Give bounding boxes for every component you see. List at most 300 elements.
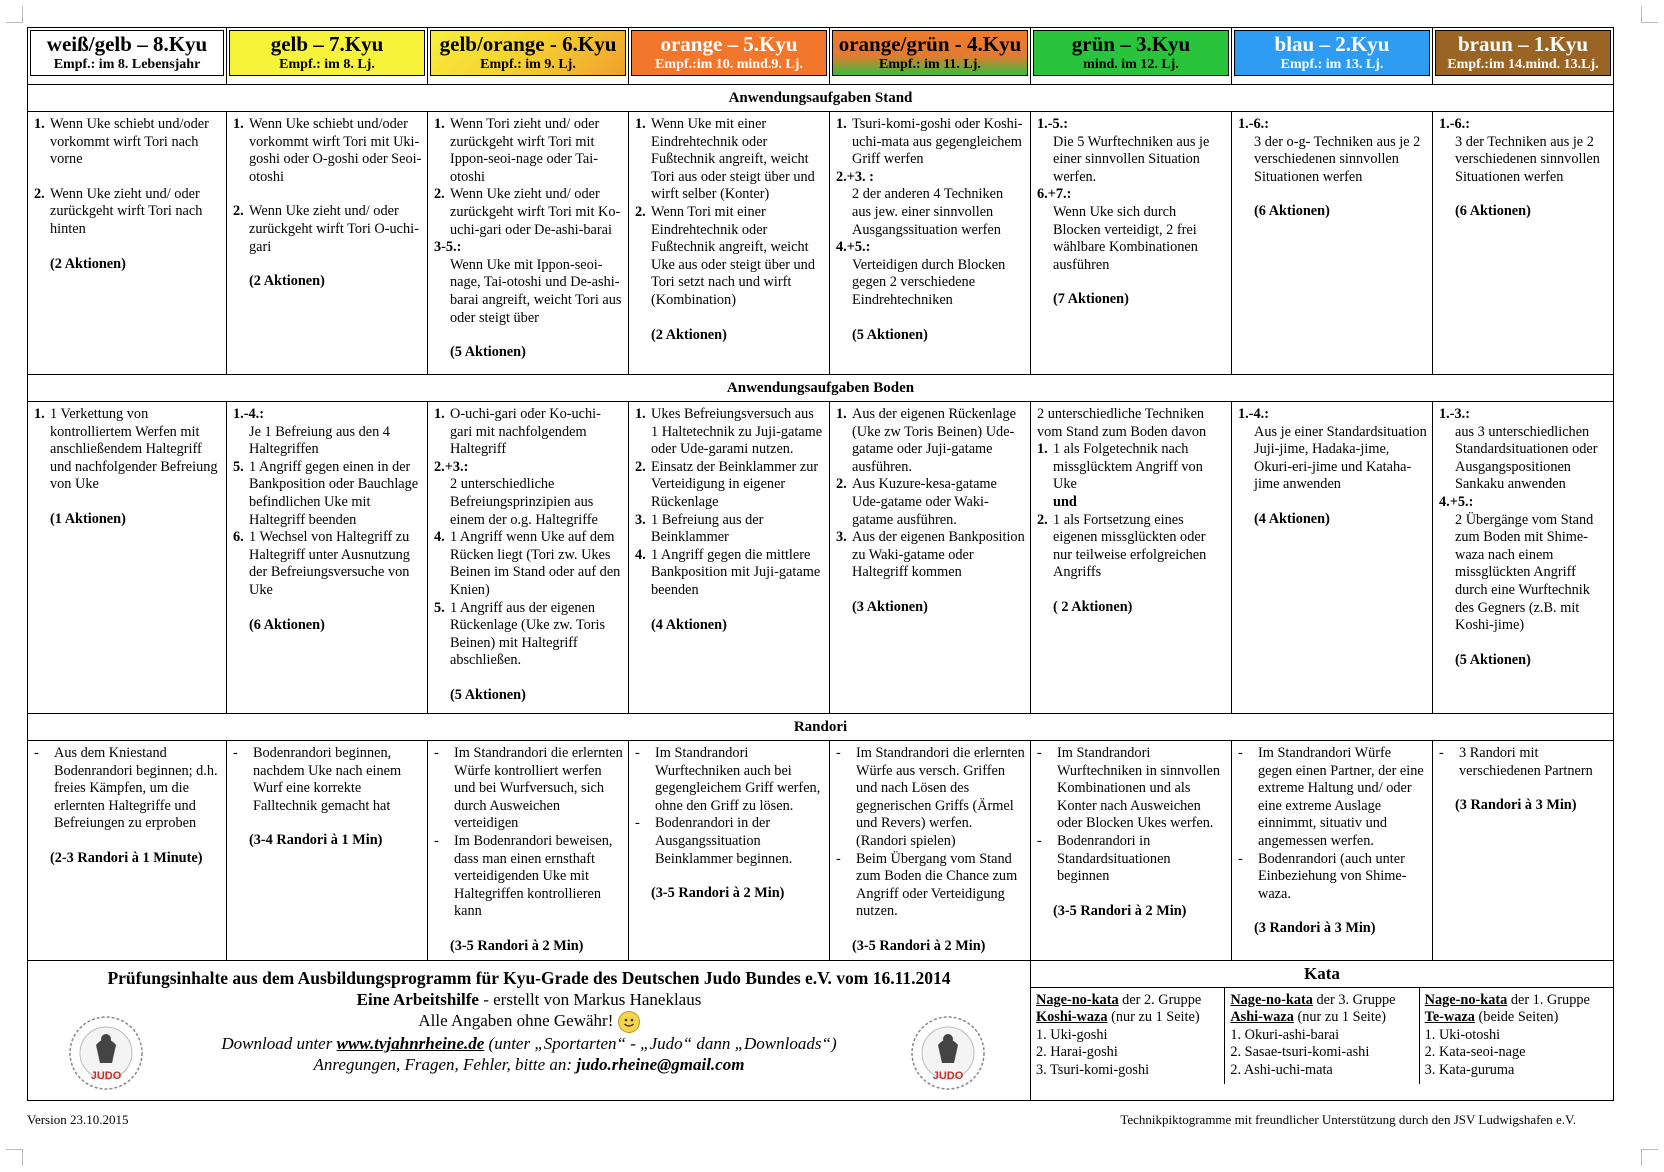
boden-item-text: Einsatz der Beinklammer zur Verteidigung in eigener Rückenlage (651, 458, 819, 510)
boden-item (1037, 441, 1226, 494)
stand-item-text: Wenn Uke zieht und/ oder zurückgeht wirft Tori nach hinten (50, 185, 203, 237)
kata-waza-name: Te-waza (1424, 1009, 1475, 1026)
spacer (635, 600, 824, 617)
grade-recommendation: Empf.:im 10. mind.9. Lj. (655, 57, 803, 72)
boden-cell (1031, 402, 1232, 714)
stand-item-number: 4.+5.: (836, 239, 871, 256)
email-link[interactable]: judo.rheine@gmail.com (576, 1054, 745, 1074)
randori-item-text: Im Standrandori Wurftechniken in sinnvollen Kombinationen und als Konter nach Ausweichen oder Blocken Ukes werfen. (1057, 745, 1221, 832)
boden-item-text: Aus der eigenen Bankposition zu Waki-gatame oder Haltegriff kommen (852, 529, 1025, 581)
stand-item-text: Wenn Uke schiebt und/oder vorkommt wirft Tori mit Uki-goshi oder O-goshi oder Seoi-otoshi (249, 116, 422, 185)
boden-item-number: 1. (836, 406, 847, 422)
kata-waza-name: Koshi-waza (1036, 1009, 1108, 1026)
boden-cell (428, 402, 629, 714)
section-row-randori (28, 714, 1614, 741)
boden-item-number: 3. (836, 529, 847, 546)
boden-item-text: Aus der eigenen Rückenlage (Uke zw Toris Beinen) Ude-gatame oder Juji-gatame ausführen. (852, 406, 1016, 475)
boden-item-text: 1 Angriff gegen einen in der Bankposition oder Bauchlage befindlichen Uke mit Haltegriff beenden (249, 458, 419, 528)
boden-item (34, 406, 221, 494)
stand-item-text: 3 der o-g- Techniken aus je 2 verschiedenen sinnvollen Situationen werfen (1254, 133, 1421, 185)
judo-logo-right (910, 1015, 986, 1091)
stand-cell (830, 112, 1031, 375)
stand-item (233, 203, 422, 256)
randori-item-text: Bodenrandori (auch unter Einbeziehung von Shime-waza. (1258, 850, 1407, 902)
randori-item-text: 3 Randori mit verschiedenen Partnern (1459, 745, 1593, 779)
stand-item-number: 1.-6.: (1238, 116, 1269, 132)
stand-item-text: Wenn Uke mit einer Eindrehtechnik oder Fußtechnik angreift, weicht Tori aus oder steigt über und wirft selber (Konter) (651, 116, 815, 203)
boden-summary: (6 Aktionen) (249, 616, 325, 633)
boden-item (635, 512, 824, 547)
randori-cell (1031, 741, 1232, 961)
grade-header-cell (1031, 28, 1232, 85)
grade-header-cell (1433, 28, 1614, 85)
randori-item (434, 833, 623, 921)
kata-column (1031, 988, 1225, 1084)
kata-waza-name: Ashi-waza (1230, 1009, 1294, 1026)
grade-name: gelb – 7.Kyu (270, 32, 384, 56)
boden-item-number (1037, 494, 1053, 512)
spacer (233, 815, 422, 832)
spacer (635, 868, 824, 885)
boden-item-text: 1 Befreiung aus der Beinklammer (651, 511, 764, 546)
kata-technique: 3. Tsuri-komi-goshi (1036, 1061, 1150, 1078)
boden-item (1037, 512, 1226, 582)
stand-row (28, 112, 1614, 375)
stand-item-text: Wenn Uke mit Ippon-seoi-nage, Tai-otoshi und De-ashi-barai angreift, weicht Tori aus oder steigt über (450, 256, 622, 326)
footer-line3 (36, 1010, 1022, 1033)
spacer (434, 327, 623, 344)
stand-item (34, 186, 221, 239)
grade-badge (832, 30, 1028, 76)
randori-item (635, 815, 824, 868)
spacer (1037, 582, 1226, 599)
footer-info (28, 960, 1031, 1100)
kyu-table (27, 27, 1614, 1101)
judo-logo-left (68, 1015, 144, 1091)
boden-item-text: Je 1 Befreiung aus den 4 Haltegriffen (249, 423, 390, 458)
randori-item (1238, 851, 1427, 904)
kata-waza-note: (nur zu 1 Seite) (1293, 1009, 1386, 1026)
stand-cell (1433, 112, 1614, 375)
grade-name: weiß/gelb – 8.Kyu (46, 32, 208, 56)
boden-item-text: 2 unterschiedliche Befreiungsprinzipien aus einem der o.g. Haltegriffe (450, 476, 598, 528)
boden-item-number: 2.+3.: (434, 458, 469, 475)
grade-recommendation: Empf.: im 11. Lj. (879, 57, 981, 72)
kata-name: Nage-no-kata (1230, 991, 1313, 1008)
randori-summary: (3-4 Randori à 1 Min) (249, 832, 383, 849)
stand-cell (227, 112, 428, 375)
dash-bullet: - (434, 832, 439, 849)
stand-item-number: 2. (233, 203, 244, 220)
spacer (434, 670, 623, 687)
kata-group-label: der 1. Gruppe (1507, 991, 1590, 1008)
randori-summary: (3 Randori à 3 Min) (1254, 920, 1376, 937)
stand-summary: (2 Aktionen) (651, 326, 727, 343)
kata-name: Nage-no-kata (1424, 991, 1508, 1008)
dash-bullet: - (1037, 832, 1042, 849)
spacer (34, 169, 221, 186)
boden-item (434, 406, 623, 459)
boden-item (434, 529, 623, 599)
spacer (1238, 494, 1427, 511)
randori-summary: (3-5 Randori à 2 Min) (852, 937, 986, 954)
kata-waza-note: (nur zu 1 Seite) (1107, 1009, 1200, 1026)
boden-item (836, 476, 1025, 529)
grade-name: orange – 5.Kyu (660, 32, 798, 56)
footer-download-path: (unter „Sportarten“ - „Judo“ dann „Downloads“) (484, 1033, 837, 1053)
stand-item (836, 116, 1025, 169)
stand-summary: (6 Aktionen) (1455, 203, 1531, 220)
stand-item-text: Tsuri-komi-goshi oder Koshi-uchi-mata aus gegengleichem Griff werfen (852, 116, 1023, 168)
randori-item-text: Im Standrandori Würfe gegen einen Partner, der eine extreme Haltung und/ oder eine extreme Auslage einnimmt, situativ und angemessen werfen. (1258, 745, 1424, 849)
boden-row (28, 402, 1614, 714)
boden-summary: (5 Aktionen) (450, 686, 526, 703)
kata-waza (1036, 1009, 1219, 1027)
boden-summary: (4 Aktionen) (651, 616, 727, 633)
spacer (1439, 780, 1608, 797)
randori-item (1037, 833, 1226, 886)
boden-item (1037, 494, 1226, 512)
boden-item (233, 459, 422, 529)
randori-item (1037, 745, 1226, 833)
stand-summary: (6 Aktionen) (1254, 203, 1330, 220)
spacer (233, 600, 422, 617)
randori-item (233, 745, 422, 815)
footer-arbeitshilfe: Eine Arbeitshilfe (356, 989, 479, 1009)
kata-group-label: der 3. Gruppe (1312, 991, 1396, 1008)
spacer (836, 310, 1025, 327)
stand-item-text: Wenn Tori mit einer Eindrehtechnik oder Fußtechnik angreift, weicht Uke aus oder steigt über und Tori setzt nach und wirft (Kombination) (651, 203, 815, 308)
stand-item (434, 116, 623, 186)
boden-item-number: 2. (836, 476, 847, 493)
grade-recommendation: Empf.: im 9. Lj. (480, 57, 576, 72)
stand-item-number: 3-5.: (434, 239, 462, 256)
grade-header-cell (830, 28, 1031, 85)
boden-item-text: Aus Kuzure-kesa-gatame Ude-gatame oder Waki-gatame ausführen. (852, 476, 997, 528)
randori-row (28, 741, 1614, 961)
credit-label: Technikpiktogramme mit freundlicher Unterstützung durch den JSV Ludwigshafen e.V. (1120, 1112, 1576, 1127)
boden-item-text: aus 3 unterschiedlichen Standardsituationen oder Ausgangspositionen Sankaku anwenden (1455, 423, 1598, 493)
stand-item (233, 116, 422, 186)
dash-bullet: - (635, 815, 640, 832)
boden-item-number: 1. (34, 406, 45, 422)
stand-item-number: 1. (635, 116, 646, 132)
stand-summary: (5 Aktionen) (450, 344, 526, 361)
website-link[interactable]: www.tvjahnrheine.de (336, 1033, 485, 1053)
boden-item (233, 529, 422, 599)
dash-bullet: - (233, 745, 238, 761)
spacer (1037, 274, 1226, 291)
randori-summary: (3 Randori à 3 Min) (1455, 797, 1577, 814)
grade-recommendation: mind. im 12. Lj. (1083, 57, 1179, 72)
grade-badge (30, 30, 224, 76)
stand-item-number: 2. (635, 203, 646, 220)
grade-badge (1435, 30, 1611, 76)
kata-technique: 3. Kata-guruma (1424, 1061, 1515, 1078)
boden-item-number: 1.-4.: (1238, 406, 1269, 422)
grade-recommendation: Empf.:im 14.mind. 13.Lj. (1447, 57, 1599, 72)
dash-bullet: - (34, 745, 39, 761)
spacer (836, 582, 1025, 599)
kata-group-label: der 2. Gruppe (1118, 991, 1202, 1008)
randori-cell (428, 741, 629, 961)
spacer (836, 921, 1025, 938)
randori-item (1439, 745, 1608, 780)
footer-contact-text: Anregungen, Fragen, Fehler, bitte an: (313, 1054, 577, 1074)
boden-item-text: Aus je einer Standardsituation Juji-jime, Hadaka-jime, Okuri-eri-jime und Kataha-jime anwenden (1254, 423, 1427, 493)
grade-header-cell (28, 28, 227, 85)
stand-cell (1031, 112, 1232, 375)
boden-item-number: 2. (1037, 511, 1048, 528)
section-title-boden: Anwendungsaufgaben Boden (28, 375, 1614, 402)
stand-summary: (5 Aktionen) (852, 326, 928, 343)
randori-item-text: Im Bodenrandori beweisen, dass man einen ernsthaft verteidigenden Uke mit Haltegriffen kontrollieren kann (454, 832, 613, 920)
randori-cell (1232, 741, 1433, 961)
stand-item-number: 2. (34, 185, 45, 202)
section-title-stand: Anwendungsaufgaben Stand (28, 85, 1614, 112)
footer-row (28, 960, 1614, 1100)
randori-item-text: Bodenrandori in Standardsituationen beginnen (1057, 832, 1171, 885)
footer-contact (36, 1054, 1022, 1075)
kata-waza (1230, 1009, 1413, 1027)
footer-author: - erstellt von Markus Haneklaus (478, 989, 702, 1009)
boden-item-text: 1 als Folgetechnik nach missglücktem Angriff von Uke (1053, 441, 1203, 493)
randori-cell (830, 741, 1031, 961)
randori-item-text: Bodenrandori in der Ausgangssituation Beinklammer beginnen. (655, 815, 793, 867)
boden-item-text: 1 Wechsel von Haltegriff zu Haltegriff unter Ausnutzung der Befreiungsversuche von Uke (249, 529, 410, 598)
randori-summary: (2-3 Randori à 1 Minute) (50, 849, 203, 866)
stand-item-text: Wenn Uke schiebt und/oder vorkommt wirft Tori nach vorne (50, 116, 209, 168)
boden-item-number: 1. (635, 406, 646, 422)
grade-name: braun – 1.Kyu (1457, 32, 1589, 56)
boden-summary: ( 2 Aktionen) (1053, 598, 1133, 615)
kata-cell (1031, 960, 1614, 1100)
grade-name: orange/grün - 4.Kyu (838, 32, 1022, 56)
kata-column (1225, 988, 1419, 1084)
randori-summary: (3-5 Randori à 2 Min) (651, 885, 785, 902)
boden-item-text: 1 Angriff wenn Uke auf dem Rücken liegt (Tori zw. Ukes Beinen im Stand oder auf den Knien) (450, 529, 621, 598)
boden-item-number: 3. (635, 511, 646, 528)
boden-item-number: 1. (434, 406, 445, 422)
dash-bullet: - (1037, 745, 1042, 761)
boden-item (635, 406, 824, 459)
grade-header-row (28, 28, 1614, 85)
boden-item-text: Ukes Befreiungsversuch aus 1 Haltetechnik zu Juji-gatame oder Ude-garami nutzen. (651, 406, 823, 458)
stand-item-number: 2. (434, 186, 445, 203)
kata-technique: 1. Uki-goshi (1036, 1026, 1108, 1043)
kata-columns (1031, 988, 1613, 1084)
spacer (233, 186, 422, 203)
section-row-boden (28, 375, 1614, 402)
boden-item-text: 2 Übergänge vom Stand zum Boden mit Shime-waza nach einem missglückten Angriff durch eine Wurftechnik des Gegners (z.B. mit Koshi-jime) (1455, 511, 1594, 634)
kata-group (1230, 992, 1413, 1010)
boden-item-text: O-uchi-gari oder Ko-uchi-gari mit nachfolgendem Haltegriff (450, 406, 601, 458)
boden-cell (629, 402, 830, 714)
grade-header-cell (227, 28, 428, 85)
crop-mark (6, 6, 23, 23)
boden-summary: (3 Aktionen) (852, 598, 928, 615)
stand-item-number: 1. (836, 116, 847, 132)
boden-item-text: 1 Angriff gegen die mittlere Bankposition mit Juji-gatame beenden (651, 546, 821, 598)
boden-item-number: 1. (1037, 441, 1048, 458)
stand-summary: (7 Aktionen) (1053, 291, 1129, 308)
stand-summary: (2 Aktionen) (249, 273, 325, 290)
crop-mark (1641, 1149, 1658, 1166)
kata-technique: 1. Okuri-ashi-barai (1230, 1026, 1340, 1043)
boden-item-number: 2. (635, 458, 646, 475)
boden-item-number: 4.+5.: (1439, 493, 1474, 510)
stand-cell (428, 112, 629, 375)
boden-item-number: 1.-3.: (1439, 406, 1470, 422)
stand-item-text: Wenn Uke zieht und/ oder zurückgeht wirft Tori mit Ko-uchi-gari oder De-ashi-barai (450, 186, 621, 238)
stand-item-number: 1. (34, 116, 45, 132)
grade-header-cell (1232, 28, 1433, 85)
dash-bullet: - (1238, 850, 1243, 867)
kata-waza (1425, 1009, 1608, 1027)
svg-text:JUDO: JUDO (932, 1069, 964, 1082)
footer-line2 (36, 989, 1022, 1010)
grade-header-cell (629, 28, 830, 85)
spacer (1439, 635, 1608, 652)
grade-recommendation: Empf.: im 8. Lj. (279, 57, 375, 72)
stand-cell (28, 112, 227, 375)
grade-badge (430, 30, 626, 76)
dash-bullet: - (1439, 745, 1444, 761)
stand-item-number: 1.-5.: (1037, 116, 1068, 132)
boden-item-number: 5. (233, 458, 244, 475)
randori-cell (227, 741, 428, 961)
randori-summary: (3-5 Randori à 2 Min) (1053, 902, 1187, 919)
grade-badge (229, 30, 425, 76)
grade-name: grün – 3.Kyu (1071, 32, 1191, 56)
boden-summary: (1 Aktionen) (50, 510, 126, 527)
boden-item-number: 4. (635, 546, 646, 563)
version-label: Version 23.10.2015 (27, 1112, 129, 1127)
footer-download (36, 1033, 1022, 1054)
randori-item-text: Im Standrandori Wurftechniken auch bei gegengleichem Griff werfen, ohne den Griff zu lösen. (655, 745, 821, 814)
boden-item (635, 547, 824, 600)
stand-cell (1232, 112, 1433, 375)
grade-recommendation: Empf.: im 8. Lebensjahr (53, 57, 201, 72)
footer-title: Prüfungsinhalte aus dem Ausbildungsprogramm für Kyu-Grade des Deutschen Judo Bundes e.V. vom 16.11.2014 (107, 967, 951, 988)
randori-item (635, 745, 824, 815)
kata-technique: 2. Kata-seoi-nage (1424, 1044, 1526, 1061)
boden-item-number: 4. (434, 529, 445, 546)
kata-column (1420, 988, 1613, 1084)
kata-technique: 2. Harai-goshi (1036, 1044, 1118, 1061)
stand-item-text: Wenn Uke zieht und/ oder zurückgeht wirft Tori O-uchi-gari (249, 203, 419, 255)
section-title-randori: Randori (28, 714, 1614, 741)
kata-technique: 2. Sasae-tsuri-komi-ashi (1230, 1044, 1370, 1061)
boden-item-text: 1 Verkettung von kontrolliertem Werfen mit anschließendem Haltegriff und nachfolgender Befreiung von Uke (50, 406, 218, 493)
kata-group (1425, 992, 1608, 1010)
randori-item (836, 851, 1025, 921)
stand-item-text: 2 der anderen 4 Techniken aus jew. einer sinnvollen Ausgangssituation werfen (852, 186, 1004, 238)
grade-badge (631, 30, 827, 76)
boden-item (434, 600, 623, 670)
smiley-icon (618, 1011, 640, 1033)
kata-title: Kata (1031, 961, 1613, 988)
randori-cell (629, 741, 830, 961)
stand-cell (629, 112, 830, 375)
footer-download-text: Download unter (221, 1033, 337, 1053)
stand-item-text: Die 5 Wurftechniken aus je einer sinnvollen Situation werfen. (1053, 133, 1210, 185)
grade-name: gelb/orange - 6.Kyu (439, 32, 617, 56)
randori-item-text: Bodenrandori beginnen, nachdem Uke nach einem Wurf eine korrekte Falltechnik gemacht hat (253, 745, 402, 814)
stand-item-number: 1.-6.: (1439, 116, 1470, 132)
stand-item-text: Wenn Tori zieht und/ oder zurückgeht wirft Tori mit Ippon-seoi-nage oder Tai-otoshi (450, 116, 600, 185)
kata-waza-note: (beide Seiten) (1474, 1009, 1559, 1026)
randori-item (434, 745, 623, 833)
boden-item-number: 5. (434, 599, 445, 616)
stand-item-text: Wenn Uke sich durch Blocken verteidigt, 2 frei wählbare Kombinationen ausführen (1053, 203, 1198, 273)
spacer (34, 833, 221, 850)
boden-item (836, 406, 1025, 476)
spacer (233, 256, 422, 273)
dash-bullet: - (1238, 745, 1243, 761)
stand-summary: (2 Aktionen) (50, 255, 126, 272)
boden-cell (1232, 402, 1433, 714)
stand-item-number: 1. (434, 116, 445, 132)
stand-item (34, 116, 221, 169)
stand-item-number: 2.+3. : (836, 168, 874, 185)
kata-group (1036, 992, 1219, 1010)
grade-name: blau – 2.Kyu (1274, 32, 1390, 56)
svg-text:JUDO: JUDO (90, 1069, 122, 1082)
randori-item-text: Im Standrandori die erlernten Würfe kontrolliert werfen und bei Wurfversuch, sich durch Ausweichen verteidigen (454, 745, 623, 832)
randori-cell (1433, 741, 1614, 961)
spacer (434, 921, 623, 938)
boden-cell (227, 402, 428, 714)
randori-item (34, 745, 221, 833)
grade-badge (1234, 30, 1430, 76)
boden-cell (28, 402, 227, 714)
randori-item (1238, 745, 1427, 851)
randori-item (836, 745, 1025, 851)
spacer (1439, 186, 1608, 203)
grade-header-cell (428, 28, 629, 85)
footer-disclaimer: Alle Angaben ohne Gewähr! (418, 1010, 614, 1030)
grade-badge (1033, 30, 1229, 76)
boden-item-text: und (1053, 493, 1077, 510)
grade-recommendation: Empf.: im 13. Lj. (1280, 57, 1384, 72)
boden-summary: (5 Aktionen) (1455, 651, 1531, 668)
boden-intro: 2 unterschiedliche Techniken vom Stand zum Boden davon (1037, 406, 1207, 440)
spacer (1037, 886, 1226, 903)
dash-bullet: - (836, 745, 841, 761)
randori-item-text: Im Standrandori die erlernten Würfe aus versch. Griffen und nach Lösen des gegnerischen Griffs (Ärmel und Revers) werfen. (Randori spielen) (856, 745, 1025, 849)
stand-item (635, 204, 824, 310)
stand-item-text: Verteidigen durch Blocken gegen 2 verschiedene Eindrehtechniken (852, 256, 1006, 308)
dash-bullet: - (434, 745, 439, 761)
spacer (34, 239, 221, 256)
randori-item-text: Aus dem Kniestand Bodenrandori beginnen; d.h. freies Kämpfen, um die erlernten Haltegriffe und Befreiungen zu erproben (54, 745, 218, 832)
spacer (635, 310, 824, 327)
boden-item-text: 1 Angriff aus der eigenen Rückenlage (Uke zw. Toris Beinen) mit Haltegriff abschließen. (450, 599, 606, 669)
boden-cell (1433, 402, 1614, 714)
randori-cell (28, 741, 227, 961)
boden-summary: (4 Aktionen) (1254, 510, 1330, 527)
boden-item (836, 529, 1025, 582)
crop-mark (6, 1149, 23, 1166)
stand-item-number: 1. (233, 116, 244, 132)
stand-item (635, 116, 824, 204)
boden-item-number: 6. (233, 529, 244, 546)
section-row-stand (28, 85, 1614, 112)
boden-item-number: 1.-4.: (233, 406, 264, 422)
boden-item-text: 1 als Fortsetzung eines eigenen missglückten oder nur teilweise erfolgreichen Angriffs (1053, 511, 1207, 581)
spacer (34, 494, 221, 511)
